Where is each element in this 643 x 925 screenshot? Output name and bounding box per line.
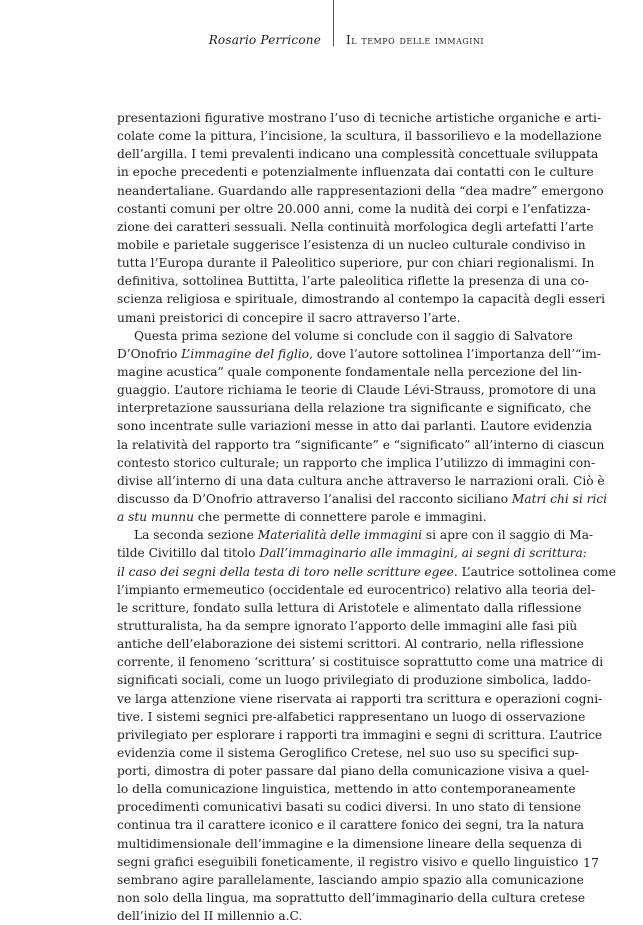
text-line: segni grafici eseguibili foneticamente, il registro visivo e quello linguistico	[117, 854, 579, 869]
text-line: Questa prima sezione del volume si conclude con il saggio di Salvatore	[134, 328, 573, 343]
text-line	[117, 490, 608, 508]
text-line: costanti comuni per oltre 20.000 anni, come la nudità dei corpi e l’enfatizza-	[117, 201, 591, 216]
italic-title: Materialità delle immagini	[257, 528, 423, 543]
text-line: guaggio. L’autore richiama le teorie di Claude Lévi-Strauss, promotore di una	[117, 383, 597, 398]
text-line: dell’inizio del II millennio a.C.	[117, 909, 303, 924]
text-line: evidenzia come il sistema Geroglifico Cretese, nel suo uso su specifici sup-	[117, 745, 579, 760]
italic-title: Matri chi si rici	[511, 491, 608, 506]
italic-title: Dall’immaginario alle immagini, ai segni di scrittura:	[259, 546, 587, 561]
text-segment: tilde Civitillo dal titolo	[117, 546, 260, 561]
running-head	[0, 0, 643, 70]
italic-title: L’immagine del figlio	[181, 346, 310, 361]
text-line	[117, 508, 547, 526]
running-head-title: Il tempo delle immagini	[346, 33, 485, 47]
text-line: presentazioni figurative mostrano l’uso di tecniche artistiche organiche e arti-	[117, 111, 602, 125]
text-line	[117, 345, 601, 363]
text-line: significati sociali, come un luogo privilegiato di produzione simbolica, laddo-	[117, 673, 592, 688]
text-segment: L’autrice sottolinea come	[457, 564, 616, 579]
text-line: procedimenti comunicativi basati su codici diversi. In uno stato di tensione	[117, 800, 582, 815]
text-line: privilegiato per esplorare i rapporti tra immagini e segni di scrittura. L’autrice	[117, 727, 603, 742]
running-head-author: Rosario Perricone	[208, 33, 321, 47]
text-line: definitiva, sottolinea Buttitta, l’arte paleolitica riflette la presenza di una co-	[117, 274, 589, 289]
text-line: sembrano agire parallelamente, lasciando ampio spazio alla comunicazione	[117, 872, 584, 887]
text-line: in epoche precedenti e potenzialmente influenzata dai contatti con le culture	[117, 165, 594, 180]
text-line: umani preistorici di concepire il sacro attraverso l’arte.	[117, 310, 461, 325]
text-line: scienza religiosa e spirituale, dimostrando al contempo la capacità degli esseri	[117, 292, 606, 307]
text-line: divise all’interno di una data cultura anche attraverso le narrazioni orali. Ciò è	[117, 473, 605, 488]
text-line: colate come la pittura, l’incisione, la scultura, il bassorilievo e la modellazione	[117, 129, 602, 144]
text-line: interpretazione saussuriana della relazione tra significante e significato, che	[117, 401, 592, 416]
text-line	[117, 544, 587, 562]
text-line	[117, 526, 594, 544]
text-segment: La seconda sezione	[134, 528, 258, 543]
text-line: tutta l’Europa durante il Paleolitico superiore, pur con chiari regionalismi. In	[117, 256, 595, 271]
text-line: zione dei caratteri sessuali. Nella continuità morfologica degli artefatti l’arte	[117, 219, 594, 234]
text-line	[117, 563, 616, 581]
text-line: non solo della lingua, ma soprattutto dell’immaginario della cultura cretese	[117, 891, 586, 906]
text-line: lo della comunicazione linguistica, mettendo in atto contemporaneamente	[117, 782, 576, 797]
text-line: multidimensionale dell’immagine e la dimensione lineare della sequenza di	[117, 836, 582, 851]
text-line: corrente, il fenomeno ‘scrittura’ si costituisce soprattutto come una matrice di	[117, 655, 604, 670]
text-line: porti, dimostra di poter passare dal piano della comunicazione visiva a quel-	[117, 764, 590, 779]
italic-title: il caso dei segni della testa di toro nelle scritture egee.	[117, 564, 458, 579]
text-segment: D’Onofrio	[117, 346, 182, 361]
text-line: sono incentrate sulle variazioni messe in atto dai parlanti. L’autore evidenzia	[117, 419, 592, 434]
text-line: magine acustica” quale componente fondamentale nella percezione del lin-	[117, 364, 582, 379]
text-line: contesto storico culturale; un rapporto che implica l’utilizzo di immagini con-	[117, 455, 596, 470]
text-line: l’impianto ermemeutico (occidentale ed eurocentrico) relativo alla teoria del-	[117, 582, 596, 597]
text-line: neandertaliane. Guardando alle rappresentazioni della “dea madre” emergono	[117, 183, 604, 198]
text-line: mobile e parietale suggerisce l’esistenza di un nucleo culturale condiviso in	[117, 237, 586, 252]
text-segment: , dove l’autore sottolinea l’importanza dell’“im-	[309, 346, 601, 361]
text-line: strutturalista, ha da sempre ignorato l’apporto delle immagini alle fasi più	[117, 618, 578, 633]
text-line: continua tra il carattere iconico e il carattere fonico dei segni, tra la natura	[117, 818, 585, 833]
text-line: antiche dell’elaborazione dei sistemi scrittori. Al contrario, nella riflessione	[117, 637, 584, 652]
italic-title: a stu munnu	[117, 510, 194, 525]
text-segment: discusso da D’Onofrio attraverso l’analisi del racconto siciliano	[117, 491, 512, 506]
text-line: ve larga attenzione viene riservata ai rapporti tra scrittura e operazioni cogni-	[117, 691, 603, 706]
text-line: le scritture, fondato sulla lettura di Aristotele e alimentato dalla riflessione	[117, 600, 582, 615]
text-segment: si apre con il saggio di Ma-	[422, 528, 594, 543]
text-segment: che permette di connettere parole e immagini.	[193, 510, 487, 525]
header-divider	[333, 0, 334, 46]
text-line: la relatività del rapporto tra “significante” e “significato” all’interno di ciascun	[117, 437, 605, 452]
text-line: tive. I sistemi segnici pre-alfabetici rappresentano un luogo di osservazione	[117, 709, 586, 724]
page-number: 17	[583, 855, 599, 870]
text-line: dell’argilla. I temi prevalenti indicano una complessità concettuale sviluppata	[117, 147, 599, 162]
